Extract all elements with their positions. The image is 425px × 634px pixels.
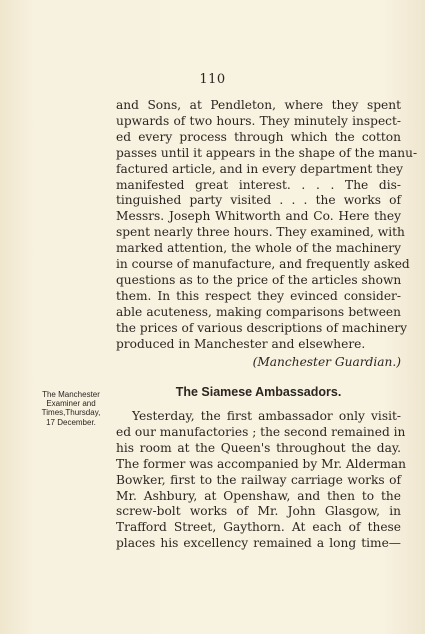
text-line: Yesterday, the first ambassador only visit- <box>132 409 401 423</box>
text-line: Mr. Ashbury, at Openshaw, and then to the <box>116 488 401 503</box>
text-line: The former was accompanied by Mr. Alderman <box>116 456 407 471</box>
text-line: the prices of various descriptions of machinery <box>116 320 408 335</box>
text-line: screw-bolt works of Mr. John Glasgow, in <box>116 504 401 519</box>
text-line: passes until it appears in the shape of the manu- <box>116 145 418 160</box>
text-line: produced in Manchester and elsewhere. <box>116 336 366 351</box>
text-line: spent nearly three hours. They examined, with <box>116 225 405 240</box>
text-line: in course of manufacture, and frequently asked <box>116 257 410 272</box>
margin-note-line: 17 December. <box>46 417 96 427</box>
margin-note-line: The Manchester <box>42 390 100 399</box>
text-line: ed our manufactories ; the second remained in <box>116 424 406 439</box>
paragraph-siamese-ambassadors <box>116 409 407 552</box>
text-line: able acuteness, making comparisons between <box>116 304 401 319</box>
text-line: factured article, and in every department they <box>116 161 403 176</box>
text-line: tinguished party visited . . . the works of <box>116 193 401 208</box>
text-line: Bowker, first to the railway carriage works of <box>116 472 401 487</box>
margin-note-line: Examiner and <box>46 399 96 409</box>
source-citation: (Manchester Guardian.) <box>252 355 401 369</box>
text-line: his room at the Queen's throughout the day. <box>116 440 401 455</box>
text-line: upwards of two hours. They minutely inspect- <box>116 113 401 128</box>
margin-note <box>32 390 110 427</box>
text-line: Trafford Street, Gaythorn. At each of these <box>116 520 401 535</box>
page-number: 110 <box>199 72 226 87</box>
section-heading: The Siamese Ambassadors. <box>175 385 342 399</box>
text-line: them. In this respect they evinced consider- <box>116 288 401 303</box>
text-line: manifested great interest. . . . The dis- <box>116 177 401 192</box>
paragraph-pendleton-visit <box>116 98 418 353</box>
text-line: places his excellency remained a long time— <box>116 536 401 551</box>
text-line: Messrs. Joseph Whitworth and Co. Here they <box>116 209 401 224</box>
text-line: questions as to the price of the articles shown <box>116 272 402 287</box>
text-line: marked attention, the whole of the machinery <box>116 241 401 256</box>
margin-note-line: Times,Thursday, <box>41 408 101 418</box>
text-line: and Sons, at Pendleton, where they spent <box>116 98 401 112</box>
text-line: ed every process through which the cotton <box>116 129 401 144</box>
